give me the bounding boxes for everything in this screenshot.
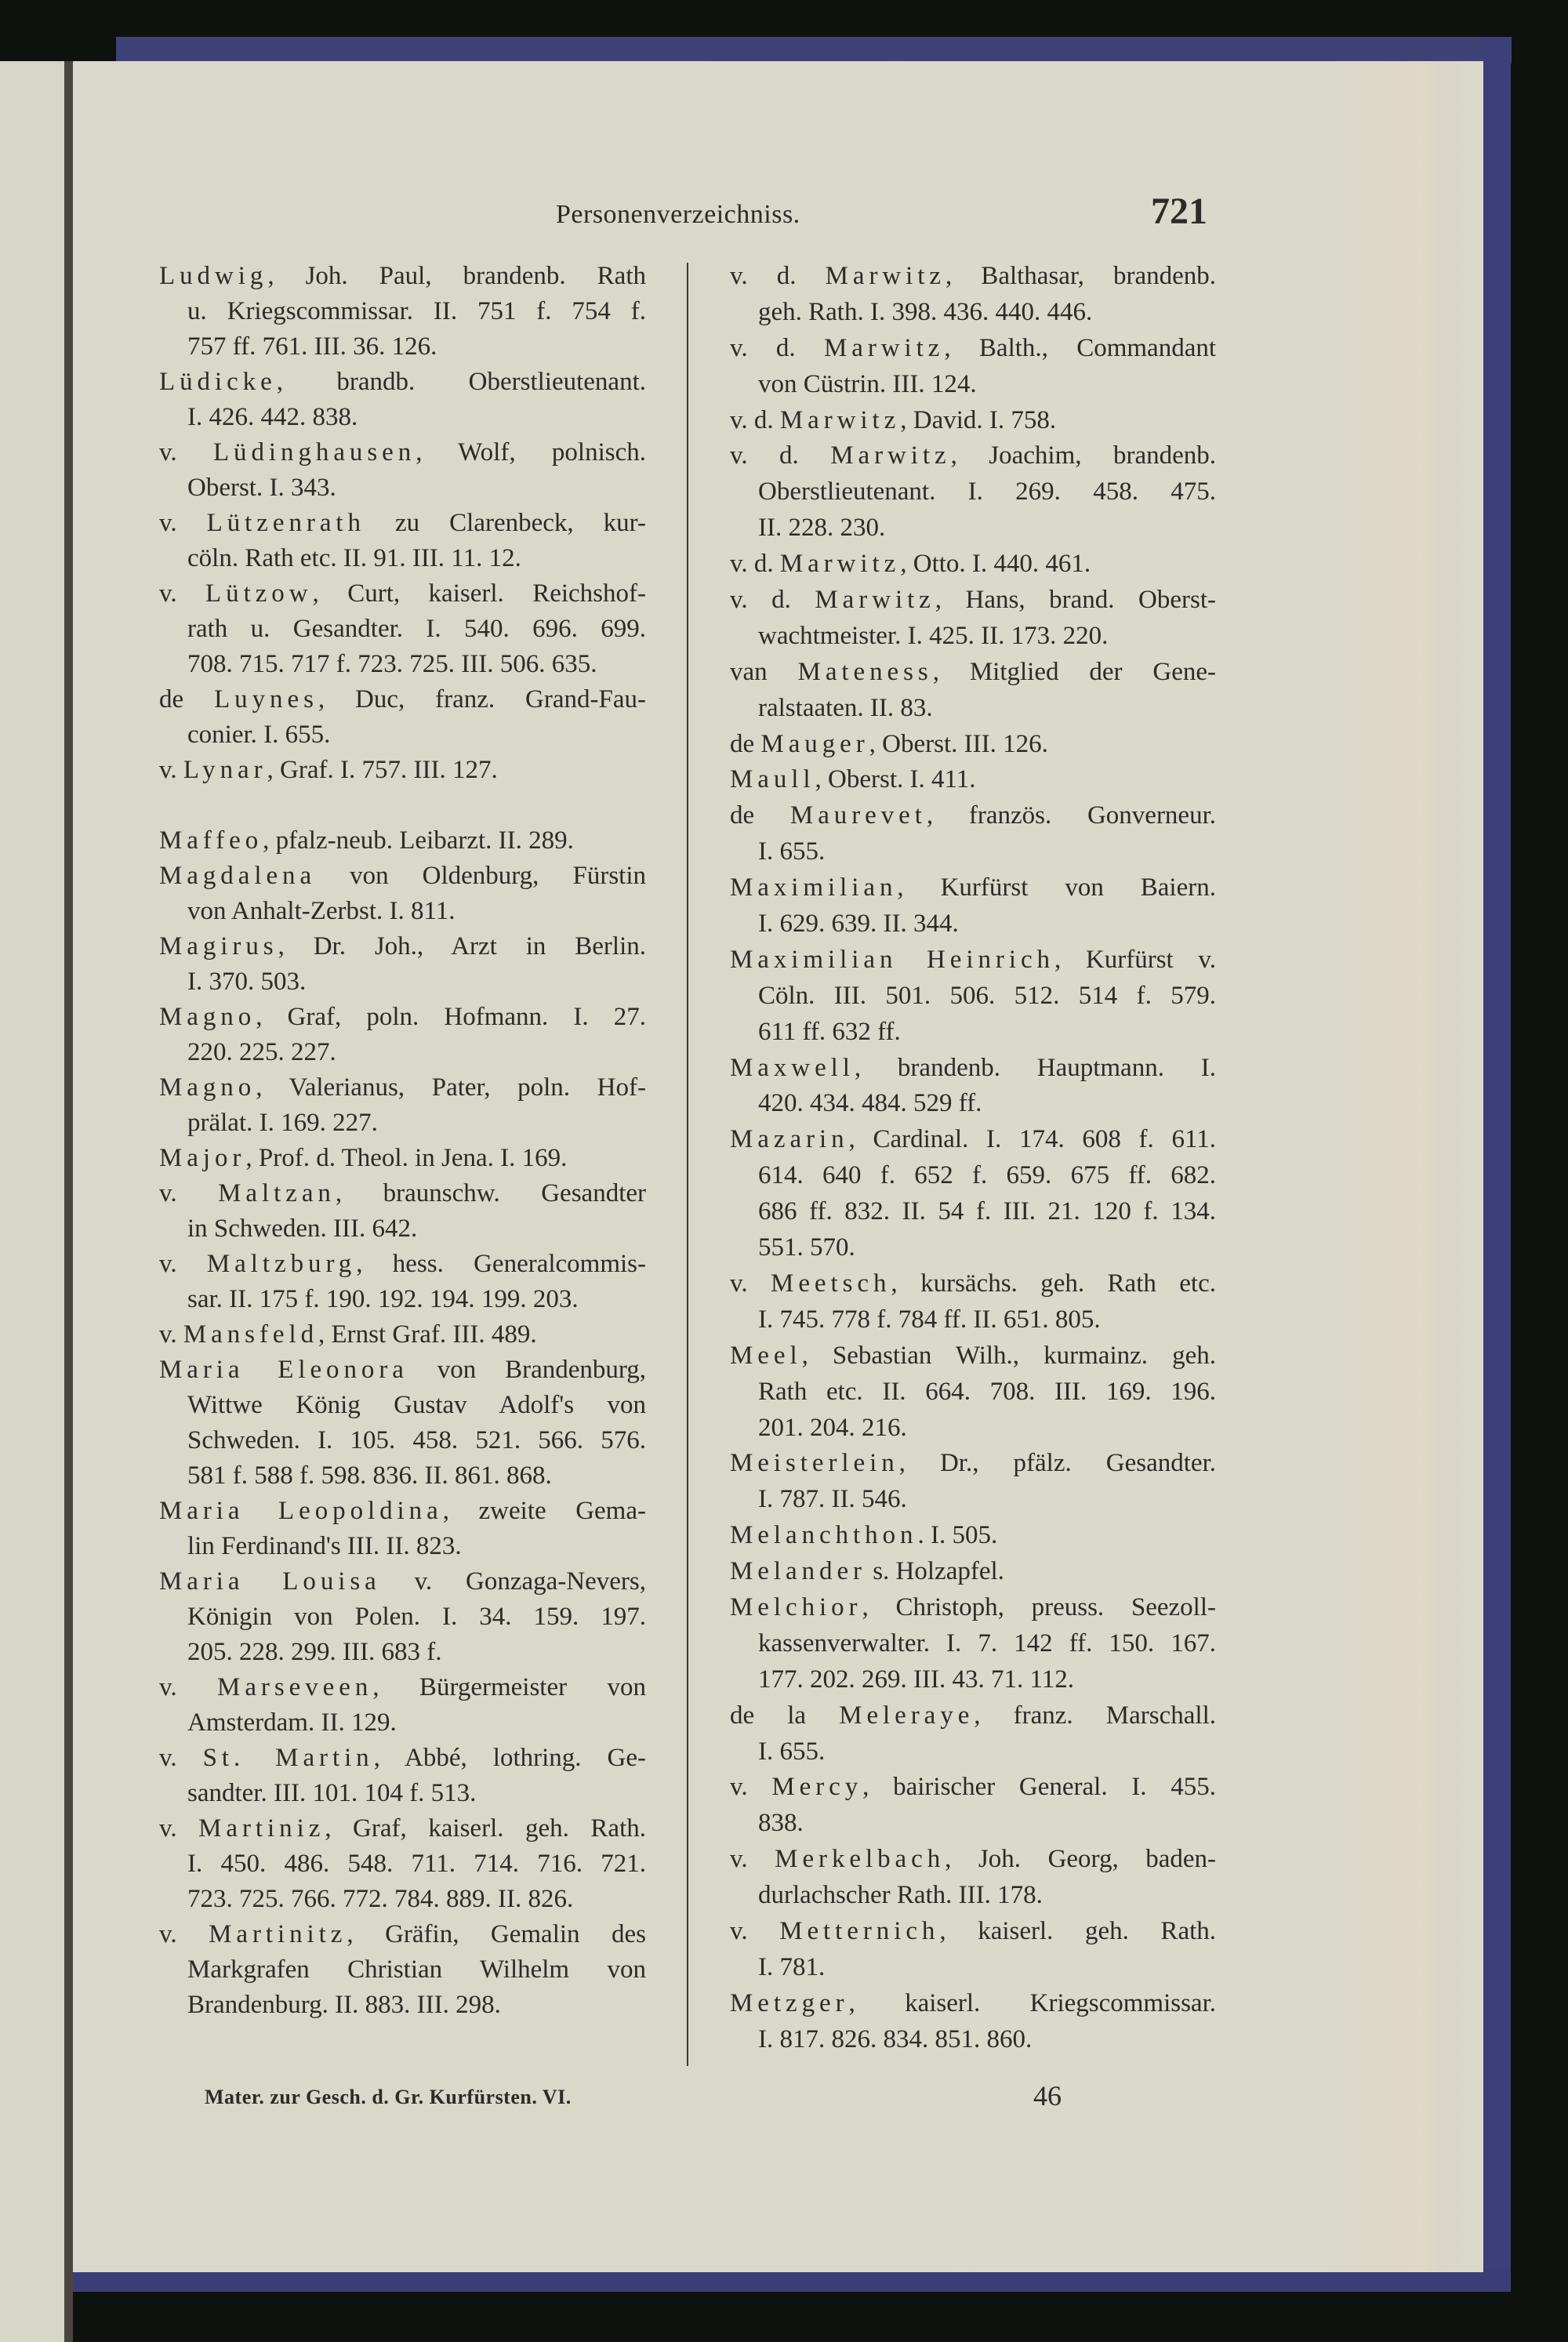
entry-continuation-line: 708. 715. 717 f. 723. 725. III. 506. 635. <box>187 650 597 678</box>
name-prefix: v. d. <box>730 441 799 470</box>
entry-first-line <box>730 403 1216 439</box>
index-entry <box>159 1141 646 1176</box>
person-name: Mateness <box>797 657 933 686</box>
entry-continuation-line: kassenverwalter. I. 7. 142 ff. 150. 167. <box>758 1629 1216 1658</box>
entry-description: , Curt, kaiserl. Reichshof- <box>312 579 646 608</box>
index-entry <box>730 1122 1216 1266</box>
index-entry <box>730 870 1216 942</box>
person-name: St. Martin <box>202 1744 374 1772</box>
entry-first-line <box>730 1842 1216 1878</box>
entry-first-line <box>159 1353 646 1388</box>
person-name: Maull <box>730 765 815 794</box>
index-entry <box>159 929 646 1000</box>
entry-description: , Balthasar, brandenb. <box>945 262 1216 290</box>
person-name: Lützow <box>205 579 313 608</box>
index-entry <box>159 1811 646 1917</box>
index-entry <box>730 1770 1216 1842</box>
person-name: Lüdicke <box>159 368 277 396</box>
entry-description: , David. I. 758. <box>900 405 1057 434</box>
person-name: Major <box>159 1144 246 1172</box>
entry-first-line <box>159 1070 646 1106</box>
entry-continuation-line: I. 370. 503. <box>187 968 307 996</box>
name-prefix: v. d. <box>730 333 796 362</box>
entry-description: , kaiserl. geh. Rath. <box>939 1916 1216 1945</box>
entry-description: , Kurfürst v. <box>1054 945 1216 974</box>
entry-first-line <box>730 583 1216 619</box>
entry-first-line <box>730 1986 1216 2022</box>
entry-continuation-line: I. 629. 639. II. 344. <box>758 910 959 939</box>
section-gap <box>159 788 646 823</box>
name-prefix: v. <box>159 1673 177 1701</box>
name-prefix: v. <box>159 756 177 784</box>
index-entry <box>730 1266 1216 1338</box>
entry-continuation-line: 838. <box>758 1809 804 1838</box>
entry-first-line <box>159 1000 646 1035</box>
entry-first-line <box>159 682 646 717</box>
index-entry <box>730 1554 1216 1590</box>
name-prefix: de <box>730 729 755 758</box>
person-name: Marwitz <box>825 262 946 290</box>
name-prefix: v. d. <box>730 550 774 579</box>
name-prefix: van <box>730 657 768 686</box>
entry-continuation-line: 205. 228. 299. III. 683 f. <box>187 1638 442 1666</box>
entry-continuation-line: 757 ff. 761. III. 36. 126. <box>187 332 437 361</box>
person-name: Marwitz <box>779 405 901 434</box>
index-entry <box>730 546 1216 583</box>
entry-description: . I. 505. <box>917 1521 998 1550</box>
entry-first-line <box>730 1770 1216 1806</box>
entry-continuation-line: Königin von Polen. I. 34. 159. 197. <box>187 1603 646 1631</box>
entry-description: , Duc, franz. Grand-Fau- <box>318 685 646 713</box>
person-name: Mauger <box>760 729 869 758</box>
index-entry <box>730 942 1216 1051</box>
entry-description: , hess. Generalcommis- <box>356 1250 646 1278</box>
entry-description: , brandenb. Hauptmann. I. <box>854 1053 1216 1082</box>
entry-description: , Dr. Joh., Arzt in Berlin. <box>278 932 646 960</box>
book-cover-edge-right <box>1480 37 1511 2292</box>
entry-description: , pfalz-neub. Leibarzt. II. 289. <box>263 826 574 855</box>
name-prefix: de la <box>730 1701 807 1730</box>
name-prefix: v. <box>730 1773 748 1802</box>
index-entry <box>159 1070 646 1141</box>
entry-description: , zweite Gema- <box>442 1497 646 1525</box>
person-name: Maurevet <box>789 801 927 830</box>
entry-first-line <box>730 727 1216 763</box>
index-entry <box>159 682 646 753</box>
book-cover-edge-top <box>116 37 1512 64</box>
index-entry <box>159 1494 646 1564</box>
person-name: Luynes <box>214 685 318 713</box>
person-name: Martiniz <box>198 1814 325 1843</box>
index-entry <box>159 1247 646 1317</box>
entry-first-line <box>730 942 1216 979</box>
entry-first-line <box>730 1914 1216 1950</box>
entry-continuation-line: 686 ff. 832. II. 54 f. III. 21. 120 f. 134. <box>758 1197 1216 1226</box>
name-prefix: v. <box>159 1744 177 1772</box>
entry-first-line <box>159 435 646 470</box>
entry-first-line <box>159 753 646 788</box>
person-name: Mazarin <box>730 1125 849 1154</box>
person-name: Magno <box>159 1073 256 1102</box>
person-name: Meetsch <box>771 1269 891 1298</box>
person-name: Metzger <box>730 1988 849 2017</box>
person-name: Marwitz <box>815 586 935 615</box>
entry-first-line <box>159 1176 646 1211</box>
entry-continuation-line: 723. 725. 766. 772. 784. 889. II. 826. <box>187 1885 574 1913</box>
page-number: 721 <box>1151 191 1207 232</box>
entry-first-line <box>730 1338 1216 1374</box>
entry-continuation-line: 177. 202. 269. III. 43. 71. 112. <box>758 1665 1074 1694</box>
entry-first-line <box>159 1494 646 1529</box>
index-entry <box>159 1176 646 1247</box>
index-entry <box>730 403 1216 439</box>
name-prefix: v. <box>159 1814 177 1843</box>
entry-continuation-line: Oberstlieutenant. I. 269. 458. 475. <box>758 477 1216 507</box>
entry-continuation-line: I. 655. <box>758 837 826 866</box>
index-entry <box>159 1741 646 1811</box>
index-entry <box>159 1317 646 1353</box>
entry-continuation-line: rath u. Gesandter. I. 540. 696. 699. <box>187 615 646 643</box>
name-prefix: v. <box>159 1320 177 1349</box>
entry-description: , brandb. Oberstlieutenant. <box>276 368 646 396</box>
entry-first-line <box>159 1247 646 1282</box>
index-entry <box>730 1698 1216 1770</box>
entry-continuation-line: Oberst. I. 343. <box>187 474 336 502</box>
index-entry <box>159 506 646 576</box>
name-prefix: v. <box>730 1269 748 1298</box>
index-entry <box>159 576 646 682</box>
name-prefix: v. <box>159 1179 177 1207</box>
entry-continuation-line: prälat. I. 169. 227. <box>187 1109 378 1137</box>
entry-continuation-line: Brandenburg. II. 883. III. 298. <box>187 1991 501 2019</box>
entry-description: v. Gonzaga-Nevers, <box>380 1567 646 1596</box>
entry-continuation-line: in Schweden. III. 642. <box>187 1215 418 1243</box>
person-name: Ludwig <box>159 262 268 290</box>
entry-first-line <box>159 929 646 964</box>
entry-description: , Joh. Paul, brandenb. Rath <box>267 262 646 290</box>
entry-description: , kaiserl. Kriegscommissar. <box>848 1988 1216 2017</box>
entry-first-line <box>730 870 1216 906</box>
index-entry <box>730 259 1216 331</box>
index-entry <box>159 753 646 788</box>
person-name: Melchior <box>730 1592 862 1621</box>
entry-description: , Graf, poln. Hofmann. I. 27. <box>256 1003 646 1031</box>
footer-series-title: Mater. zur Gesch. d. Gr. Kurfürsten. VI. <box>205 2086 572 2108</box>
facing-page-edge <box>0 61 64 2342</box>
entry-description: , Sebastian Wilh., kurmainz. geh. <box>801 1341 1216 1370</box>
person-name: Meleraye <box>839 1701 975 1730</box>
name-prefix: v. <box>730 1916 748 1945</box>
index-entry <box>159 259 646 365</box>
person-name: Maltzburg <box>206 1250 357 1278</box>
entry-description: , Joh. Georg, baden- <box>945 1845 1216 1874</box>
column-divider <box>687 263 688 2066</box>
entry-first-line <box>159 823 646 859</box>
person-name: Magno <box>159 1003 256 1031</box>
entry-description: , Mitglied der Gene- <box>932 657 1216 686</box>
entry-continuation-line: durlachscher Rath. III. 178. <box>758 1881 1043 1910</box>
name-prefix: v. <box>159 1250 177 1278</box>
index-entry <box>730 727 1216 763</box>
index-entry <box>730 1338 1216 1447</box>
entry-continuation-line: I. 450. 486. 548. 711. 714. 716. 721. <box>187 1850 646 1878</box>
entry-continuation-line: von Cüstrin. III. 124. <box>758 369 977 398</box>
entry-continuation-line: von Anhalt-Zerbst. I. 811. <box>187 897 456 925</box>
entry-description: , Balth., Commandant <box>944 333 1216 362</box>
index-entry <box>730 438 1216 546</box>
entry-continuation-line: ralstaaten. II. 83. <box>758 693 933 722</box>
index-entry <box>159 365 646 435</box>
entry-description: , Wolf, polnisch. <box>416 438 646 467</box>
index-column-left <box>159 259 646 2023</box>
index-section-l <box>159 259 646 788</box>
entry-continuation-line: I. 781. <box>758 1952 826 1981</box>
entry-description: , Oberst. III. 126. <box>869 729 1048 758</box>
entry-first-line <box>730 331 1216 367</box>
person-name: Magdalena <box>159 862 317 890</box>
entry-description: , Bürgermeister von <box>372 1673 646 1701</box>
entry-first-line <box>730 655 1216 691</box>
entry-first-line <box>730 1554 1216 1590</box>
person-name: Maffeo <box>159 826 263 855</box>
index-entry <box>730 655 1216 727</box>
name-prefix: v. d. <box>730 405 774 434</box>
entry-continuation-line: 614. 640 f. 652 f. 659. 675 ff. 682. <box>758 1161 1216 1190</box>
index-entry <box>730 762 1216 798</box>
person-name: Lynar <box>183 756 267 784</box>
entry-first-line <box>159 1811 646 1846</box>
person-name: Maxwell <box>730 1053 855 1082</box>
person-name: Meisterlein <box>730 1449 899 1478</box>
book-gutter <box>64 61 73 2342</box>
index-entry <box>730 1051 1216 1123</box>
person-name: Maximilian Heinrich <box>730 945 1054 974</box>
entry-first-line <box>730 1446 1216 1482</box>
index-entry <box>159 1000 646 1070</box>
index-entry <box>159 1670 646 1741</box>
entry-first-line <box>159 365 646 400</box>
index-entry <box>159 1917 646 2023</box>
entry-continuation-line: Cöln. III. 501. 506. 512. 514 f. 579. <box>758 981 1216 1010</box>
person-name: Lützenrath <box>206 509 365 537</box>
entry-description: , Graf. I. 757. III. 127. <box>267 756 498 784</box>
entry-description: , französ. Gonverneur. <box>926 801 1216 830</box>
entry-description: , Valerianus, Pater, poln. Hof- <box>256 1073 646 1102</box>
index-entry <box>730 1590 1216 1698</box>
entry-description: , Joachim, brandenb. <box>950 441 1216 470</box>
entry-description: , Dr., pfälz. Gesandter. <box>898 1449 1216 1478</box>
entry-first-line <box>159 259 646 294</box>
running-title: Personenverzeichniss. <box>556 200 800 229</box>
entry-continuation-line: Markgrafen Christian Wilhelm von <box>187 1955 646 1984</box>
name-prefix: de <box>159 685 184 713</box>
entry-first-line <box>730 1518 1216 1554</box>
person-name: Metternich <box>779 1916 940 1945</box>
person-name: Meel <box>730 1341 802 1370</box>
entry-continuation-line: cöln. Rath etc. II. 91. III. 11. 12. <box>187 544 521 572</box>
entry-continuation-line: u. Kriegscommissar. II. 751 f. 754 f. <box>187 297 646 325</box>
entry-first-line <box>730 546 1216 583</box>
entry-continuation-line: Amsterdam. II. 129. <box>187 1708 397 1737</box>
person-name: Martinitz <box>209 1920 347 1948</box>
name-prefix: v. <box>159 1920 177 1948</box>
person-name: Maltzan <box>218 1179 336 1207</box>
person-name: Maria Eleonora <box>159 1356 408 1384</box>
person-name: Melanchthon <box>730 1521 918 1550</box>
entry-first-line <box>159 1564 646 1599</box>
person-name: Maria Louisa <box>159 1567 381 1596</box>
person-name: Mansfeld <box>183 1320 319 1349</box>
entry-continuation-line: Wittwe König Gustav Adolf's von <box>187 1391 646 1419</box>
person-name: Marwitz <box>830 441 951 470</box>
person-name: Marwitz <box>779 550 901 579</box>
entry-first-line <box>159 1141 646 1176</box>
entry-continuation-line: I. 745. 778 f. 784 ff. II. 651. 805. <box>758 1305 1101 1334</box>
entry-description: von Oldenburg, Fürstin <box>316 862 646 890</box>
index-column-right <box>730 259 1216 2058</box>
index-entry <box>730 1518 1216 1554</box>
entry-continuation-line: 551. 570. <box>758 1233 855 1262</box>
index-entry <box>730 1446 1216 1518</box>
entry-first-line <box>159 506 646 541</box>
name-prefix: v. d. <box>730 262 797 290</box>
entry-description: von Brandenburg, <box>408 1356 646 1384</box>
name-prefix: de <box>730 801 755 830</box>
index-entry <box>730 1986 1216 2058</box>
person-name: Melander <box>730 1557 866 1586</box>
index-entry <box>159 1564 646 1670</box>
entry-description: , Abbé, lothring. Ge- <box>373 1744 646 1772</box>
entry-first-line <box>730 259 1216 295</box>
person-name: Marwitz <box>823 333 945 362</box>
entry-first-line <box>159 859 646 894</box>
person-name: Lüdinghausen <box>212 438 416 467</box>
entry-first-line <box>730 1122 1216 1158</box>
entry-first-line <box>159 1670 646 1705</box>
entry-first-line <box>159 1917 646 1952</box>
entry-description: , Ernst Graf. III. 489. <box>318 1320 537 1349</box>
name-prefix: v. d. <box>730 586 791 615</box>
entry-continuation-line: Schweden. I. 105. 458. 521. 566. 576. <box>187 1426 646 1454</box>
entry-description: , Gräfin, Gemalin des <box>347 1920 646 1948</box>
entry-continuation-line: wachtmeister. I. 425. II. 173. 220. <box>758 621 1109 650</box>
entry-description: , Otto. I. 440. 461. <box>900 550 1091 579</box>
entry-first-line <box>730 438 1216 474</box>
index-entry <box>730 798 1216 870</box>
entry-description: , Kurfürst von Baiern. <box>897 873 1216 902</box>
entry-continuation-line: I. 817. 826. 834. 851. 860. <box>758 2024 1033 2053</box>
entry-continuation-line: 420. 434. 484. 529 ff. <box>758 1089 982 1118</box>
entry-description: , braunschw. Gesandter <box>335 1179 646 1207</box>
name-prefix: v. <box>159 509 177 537</box>
entry-continuation-line: geh. Rath. I. 398. 436. 440. 446. <box>758 297 1093 326</box>
entry-description: , Prof. d. Theol. in Jena. I. 169. <box>245 1144 568 1172</box>
entry-description: , kursächs. geh. Rath etc. <box>891 1269 1216 1298</box>
entry-continuation-line: sar. II. 175 f. 190. 192. 194. 199. 203. <box>187 1285 579 1313</box>
entry-description: , Christoph, preuss. Seezoll- <box>862 1592 1216 1621</box>
person-name: Marseveen <box>217 1673 373 1701</box>
entry-first-line <box>730 1698 1216 1734</box>
entry-description: , Cardinal. I. 174. 608 f. 611. <box>848 1125 1216 1154</box>
entry-first-line <box>730 1590 1216 1626</box>
person-name: Merkelbach <box>775 1845 946 1874</box>
entry-first-line <box>730 1266 1216 1302</box>
index-entry <box>159 435 646 506</box>
entry-description: , Hans, brand. Oberst- <box>935 586 1216 615</box>
book-cover-edge-bottom <box>73 2269 1511 2292</box>
entry-continuation-line: Rath etc. II. 664. 708. III. 169. 196. <box>758 1377 1216 1406</box>
entry-first-line <box>159 1741 646 1776</box>
person-name: Maximilian <box>730 873 898 902</box>
index-entry <box>159 823 646 859</box>
name-prefix: v. <box>159 579 177 608</box>
entry-first-line <box>730 762 1216 798</box>
entry-continuation-line: I. 655. <box>758 1737 826 1766</box>
entry-first-line <box>730 798 1216 834</box>
index-entry <box>730 1914 1216 1986</box>
entry-first-line <box>730 1051 1216 1087</box>
entry-continuation-line: 220. 225. 227. <box>187 1038 336 1066</box>
entry-description: , Oberst. I. 411. <box>815 765 976 794</box>
signature-mark: 46 <box>1033 2080 1062 2111</box>
entry-continuation-line: 611 ff. 632 ff. <box>758 1017 901 1046</box>
person-name: Mercy <box>771 1773 863 1802</box>
index-section-right <box>730 259 1216 2058</box>
index-entry <box>730 583 1216 655</box>
index-entry <box>159 1353 646 1494</box>
entry-first-line <box>159 576 646 612</box>
name-prefix: v. <box>159 438 177 467</box>
entry-description: , franz. Marschall. <box>974 1701 1216 1730</box>
index-entry <box>730 331 1216 403</box>
entry-description: s. Holzapfel. <box>866 1557 1004 1586</box>
entry-first-line <box>159 1317 646 1353</box>
entry-continuation-line: conier. I. 655. <box>187 721 331 749</box>
entry-description: zu Clarenbeck, kur- <box>365 509 646 537</box>
person-name: Magirus <box>159 932 278 960</box>
index-entry <box>730 1842 1216 1914</box>
entry-description: , bairischer General. I. 455. <box>862 1773 1216 1802</box>
entry-continuation-line: lin Ferdinand's III. II. 823. <box>187 1532 462 1560</box>
entry-continuation-line: 581 f. 588 f. 598. 836. II. 861. 868. <box>187 1461 552 1490</box>
entry-continuation-line: II. 228. 230. <box>758 514 886 543</box>
name-prefix: v. <box>730 1845 748 1874</box>
entry-continuation-line: 201. 204. 216. <box>758 1413 907 1442</box>
entry-continuation-line: I. 787. II. 546. <box>758 1485 907 1514</box>
index-section-m <box>159 823 646 2023</box>
person-name: Maria Leopoldina <box>159 1497 443 1525</box>
entry-continuation-line: sandter. III. 101. 104 f. 513. <box>187 1779 477 1807</box>
entry-description: , Graf, kaiserl. geh. Rath. <box>325 1814 646 1843</box>
index-entry <box>159 859 646 929</box>
entry-continuation-line: I. 426. 442. 838. <box>187 403 358 431</box>
